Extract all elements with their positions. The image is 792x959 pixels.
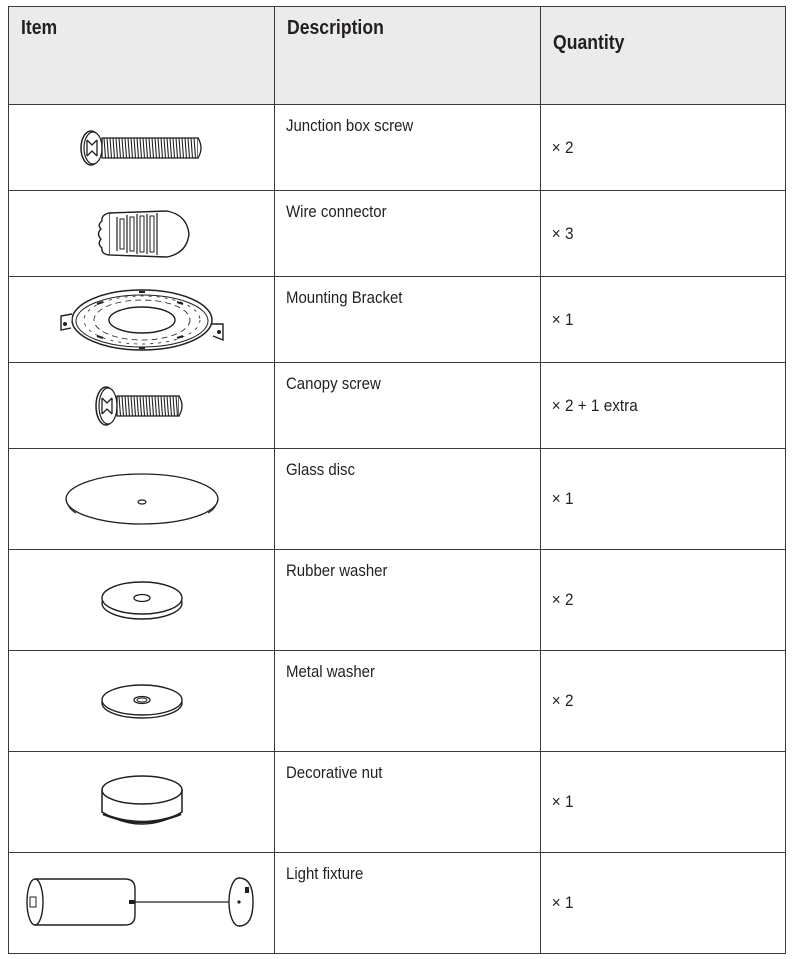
description-text: Mounting Bracket bbox=[286, 288, 403, 307]
item-cell bbox=[9, 105, 275, 191]
header-item bbox=[9, 7, 275, 105]
quantity-text: × 2 bbox=[551, 691, 574, 710]
quantity-cell bbox=[541, 449, 786, 550]
header-item-label: Item bbox=[21, 17, 58, 39]
light-fixture-icon bbox=[25, 873, 259, 933]
mounting-bracket-icon bbox=[57, 284, 227, 356]
description-cell bbox=[275, 550, 541, 651]
description-text: Decorative nut bbox=[286, 763, 383, 782]
quantity-cell bbox=[541, 363, 786, 449]
table-row bbox=[9, 651, 786, 752]
table-row bbox=[9, 191, 786, 277]
description-cell bbox=[275, 651, 541, 752]
decorative-nut-icon bbox=[97, 770, 187, 834]
description-text: Junction box screw bbox=[286, 116, 414, 135]
quantity-text: × 3 bbox=[551, 223, 574, 243]
quantity-text: × 1 bbox=[551, 489, 574, 508]
quantity-text: × 2 + 1 extra bbox=[551, 395, 638, 415]
item-cell bbox=[9, 277, 275, 363]
item-cell bbox=[9, 651, 275, 752]
header-description-label: Description bbox=[287, 17, 384, 39]
description-text: Metal washer bbox=[286, 662, 375, 681]
glass-disc-icon bbox=[62, 469, 222, 529]
description-cell bbox=[275, 277, 541, 363]
description-cell bbox=[275, 105, 541, 191]
table-row bbox=[9, 550, 786, 651]
quantity-cell bbox=[541, 550, 786, 651]
description-text: Canopy screw bbox=[286, 374, 381, 393]
quantity-text: × 1 bbox=[551, 309, 574, 329]
quantity-cell bbox=[541, 191, 786, 277]
description-cell bbox=[275, 363, 541, 449]
quantity-cell bbox=[541, 752, 786, 853]
description-cell bbox=[275, 191, 541, 277]
quantity-text: × 1 bbox=[551, 893, 574, 912]
quantity-cell bbox=[541, 277, 786, 363]
quantity-text: × 1 bbox=[551, 792, 574, 811]
parts-list-table-container bbox=[8, 6, 785, 954]
item-cell bbox=[9, 550, 275, 651]
header-quantity bbox=[541, 7, 786, 105]
table-row bbox=[9, 363, 786, 449]
description-cell bbox=[275, 449, 541, 550]
quantity-text: × 2 bbox=[551, 137, 574, 157]
rubber-washer-icon bbox=[97, 577, 187, 623]
table-row bbox=[9, 105, 786, 191]
table-row bbox=[9, 277, 786, 363]
description-text: Light fixture bbox=[286, 864, 364, 883]
quantity-text: × 2 bbox=[551, 590, 574, 609]
parts-list-table bbox=[8, 6, 786, 954]
item-cell bbox=[9, 363, 275, 449]
table-row bbox=[9, 449, 786, 550]
quantity-cell bbox=[541, 853, 786, 954]
metal-washer-icon bbox=[97, 680, 187, 722]
description-text: Glass disc bbox=[286, 460, 356, 479]
description-text: Rubber washer bbox=[286, 561, 388, 580]
table-row bbox=[9, 752, 786, 853]
header-quantity-label: Quantity bbox=[553, 32, 625, 54]
item-cell bbox=[9, 449, 275, 550]
description-cell bbox=[275, 853, 541, 954]
table-header-row bbox=[9, 7, 786, 105]
wire-connector-icon bbox=[87, 205, 197, 263]
canopy-screw-icon bbox=[92, 383, 192, 429]
junction-box-screw-icon bbox=[77, 127, 207, 169]
item-cell bbox=[9, 752, 275, 853]
item-cell bbox=[9, 853, 275, 954]
description-text: Wire connector bbox=[286, 202, 387, 221]
description-cell bbox=[275, 752, 541, 853]
quantity-cell bbox=[541, 105, 786, 191]
table-row bbox=[9, 853, 786, 954]
quantity-cell bbox=[541, 651, 786, 752]
header-description bbox=[275, 7, 541, 105]
item-cell bbox=[9, 191, 275, 277]
